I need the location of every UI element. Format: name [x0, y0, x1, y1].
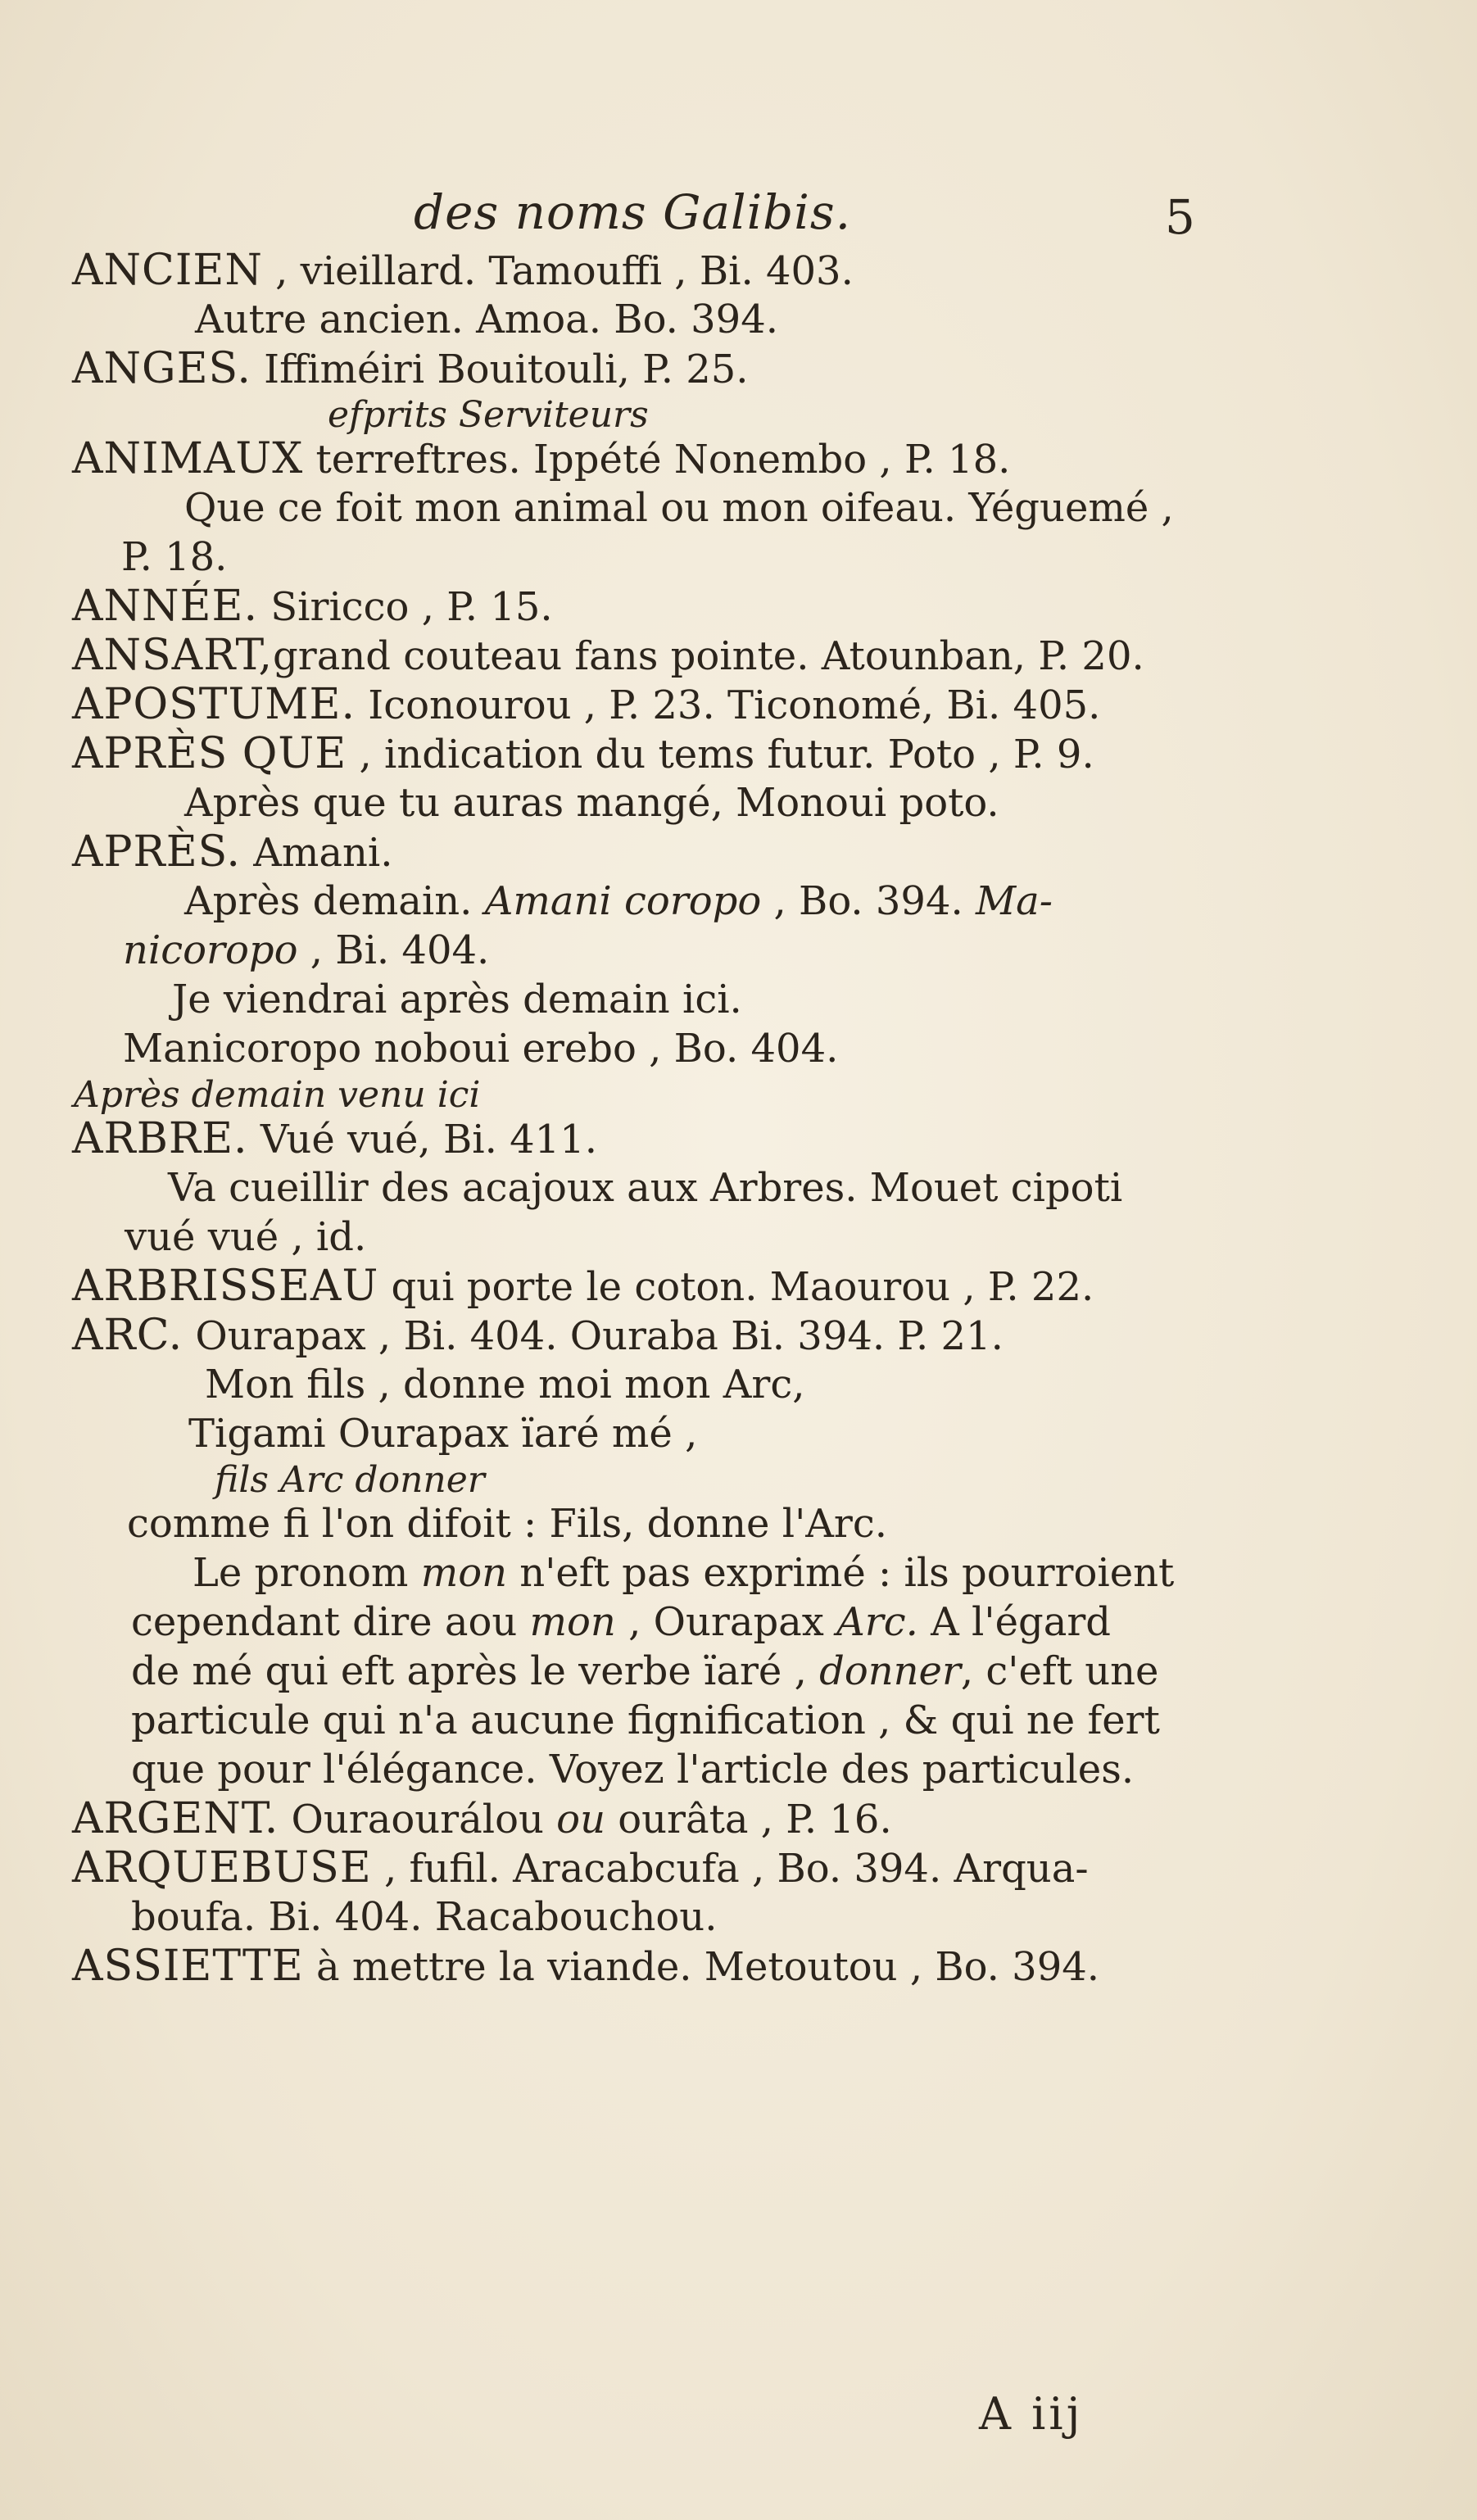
line-text: , fufil. Aracabcufa , Bo. 394. Arqua-: [371, 1846, 1089, 1892]
entry-line: [0, 1499, 1477, 1548]
gloss-text: Après demain venu ici: [74, 1074, 481, 1116]
entry-line: [0, 246, 1477, 295]
headword: APRÈS QUE: [72, 729, 347, 778]
entry-line: [0, 483, 1477, 533]
line-text: Autre ancien. Amoa. Bo. 394.: [195, 297, 779, 342]
line-text: Amani.: [240, 830, 393, 876]
line-text: Iffiméiri Bouitouli, P. 25.: [251, 347, 749, 392]
italic-text: Ma-: [976, 878, 1053, 924]
line-text: Que ce foit mon animal ou mon oifeau. Yéguemé ,: [184, 485, 1174, 531]
line-text: Tigami Ourapax ïaré mé ,: [188, 1411, 698, 1457]
entry-line: [0, 975, 1477, 1024]
entry-line: [0, 434, 1477, 483]
headword: APOSTUME.: [72, 680, 356, 729]
line-text: Après que tu auras mangé, Monoui poto.: [184, 780, 999, 826]
headword: APRÈS.: [72, 827, 241, 877]
headword: ANSART,: [72, 631, 274, 680]
headword: ARGENT.: [72, 1794, 279, 1843]
entry-line: [0, 1745, 1477, 1794]
line-text: Mon fils , donne moi mon Arc,: [205, 1362, 805, 1407]
gloss-line: [0, 393, 1477, 434]
entry-line: [0, 295, 1477, 344]
entry-line: [0, 533, 1477, 582]
entry-line: [0, 1311, 1477, 1360]
dictionary-entries: [0, 246, 1477, 1991]
line-text: , Bi. 404.: [297, 927, 490, 973]
line-text: Ouraourálou: [279, 1797, 557, 1842]
headword: ARQUEBUSE: [72, 1843, 372, 1892]
entry-line: [0, 1114, 1477, 1163]
headword: ANIMAUX: [72, 434, 304, 483]
line-text: , Bo. 394.: [761, 878, 976, 924]
line-text: à mettre la viande. Metoutou , Bo. 394.: [303, 1944, 1100, 1990]
line-text: , Ourapax: [615, 1599, 837, 1645]
line-text: cependant dire aou: [131, 1599, 530, 1645]
entry-line: [0, 729, 1477, 778]
line-text: de mé qui eft après le verbe ïaré ,: [131, 1648, 820, 1694]
entry-line: [0, 1212, 1477, 1262]
line-text: boufa. Bi. 404. Racabouchou.: [131, 1894, 718, 1940]
line-text: Je viendrai après demain ici.: [172, 977, 742, 1022]
entry-line: [0, 827, 1477, 877]
entry-line: [0, 1647, 1477, 1696]
entry-line: [0, 1024, 1477, 1073]
entry-line: [0, 926, 1477, 975]
line-text: particule qui n'a aucune fignification , & qui ne fert: [131, 1697, 1160, 1743]
italic-text: nicoropo: [123, 927, 298, 973]
line-text: Iconourou , P. 23. Ticonomé, Bi. 405.: [356, 682, 1101, 728]
line-text: Va cueillir des acajoux aux Arbres. Mouet cipoti: [168, 1165, 1123, 1211]
line-text: , indication du tems futur. Poto , P. 9.: [347, 732, 1094, 777]
page-header: [0, 184, 1477, 250]
entry-line: [0, 1262, 1477, 1311]
entry-line: [0, 582, 1477, 631]
page-number: 5: [1165, 189, 1195, 245]
entry-line: [0, 680, 1477, 729]
headword: ASSIETTE: [72, 1942, 304, 1991]
line-text: qui porte le coton. Maourou , P. 22.: [378, 1264, 1094, 1310]
entry-line: [0, 1696, 1477, 1745]
entry-line: [0, 1548, 1477, 1598]
line-text: Ourapax , Bi. 404. Ouraba Bi. 394. P. 21.: [183, 1313, 1004, 1359]
gloss-text: efprits Serviteurs: [328, 394, 649, 436]
entry-line: [0, 877, 1477, 926]
entry-line: [0, 1843, 1477, 1892]
entry-line: [0, 1892, 1477, 1942]
entry-line: [0, 1598, 1477, 1647]
headword: ARC.: [72, 1311, 183, 1360]
line-text: que pour l'élégance. Voyez l'article des particules.: [131, 1747, 1135, 1793]
entry-line: [0, 631, 1477, 680]
line-text: P. 18.: [121, 534, 228, 580]
italic-text: donner: [819, 1648, 961, 1694]
gloss-line: [0, 1458, 1477, 1499]
entry-line: [0, 1794, 1477, 1843]
gloss-text: fils Arc donner: [215, 1459, 485, 1501]
line-text: Après demain.: [184, 878, 485, 924]
line-text: grand couteau fans pointe. Atounban, P. 20.: [273, 633, 1144, 679]
line-text: Vué vué, Bi. 411.: [247, 1117, 597, 1163]
headword: ARBRE.: [72, 1114, 248, 1163]
line-text: Siricco , P. 15.: [258, 584, 553, 630]
entry-line: [0, 778, 1477, 827]
line-text: A l'égard: [917, 1599, 1112, 1645]
line-text: , vieillard. Tamouffi , Bi. 403.: [262, 248, 854, 294]
gloss-line: [0, 1073, 1477, 1114]
italic-text: mon: [529, 1599, 616, 1645]
line-text: vué vué , id.: [125, 1214, 367, 1260]
line-text: Manicoropo noboui erebo , Bo. 404.: [123, 1026, 839, 1072]
italic-text: ou: [556, 1797, 605, 1842]
entry-line: [0, 344, 1477, 393]
entry-line: [0, 1163, 1477, 1212]
headword: ARBRISSEAU: [72, 1262, 379, 1311]
headword: ANGES.: [72, 344, 251, 393]
line-text: , c'eft une: [960, 1648, 1159, 1694]
line-text: Le pronom: [193, 1550, 421, 1596]
italic-text: Arc.: [836, 1599, 918, 1645]
line-text: ourâta , P. 16.: [605, 1797, 892, 1842]
signature-mark: A iij: [979, 2388, 1084, 2440]
entry-line: [0, 1360, 1477, 1409]
line-text: n'eft pas exprimé : ils pourroient: [507, 1550, 1175, 1596]
entry-line: [0, 1942, 1477, 1991]
headword: ANCIEN: [72, 246, 263, 295]
italic-text: mon: [420, 1550, 508, 1596]
italic-text: Amani coropo: [484, 878, 762, 924]
headword: ANNÉE.: [72, 582, 258, 631]
line-text: terreftres. Ippété Nonembo , P. 18.: [303, 437, 1011, 483]
line-text: comme fi l'on difoit : Fils, donne l'Arc.: [127, 1501, 888, 1547]
running-title: des noms Galibis.: [414, 184, 852, 240]
entry-line: [0, 1409, 1477, 1458]
